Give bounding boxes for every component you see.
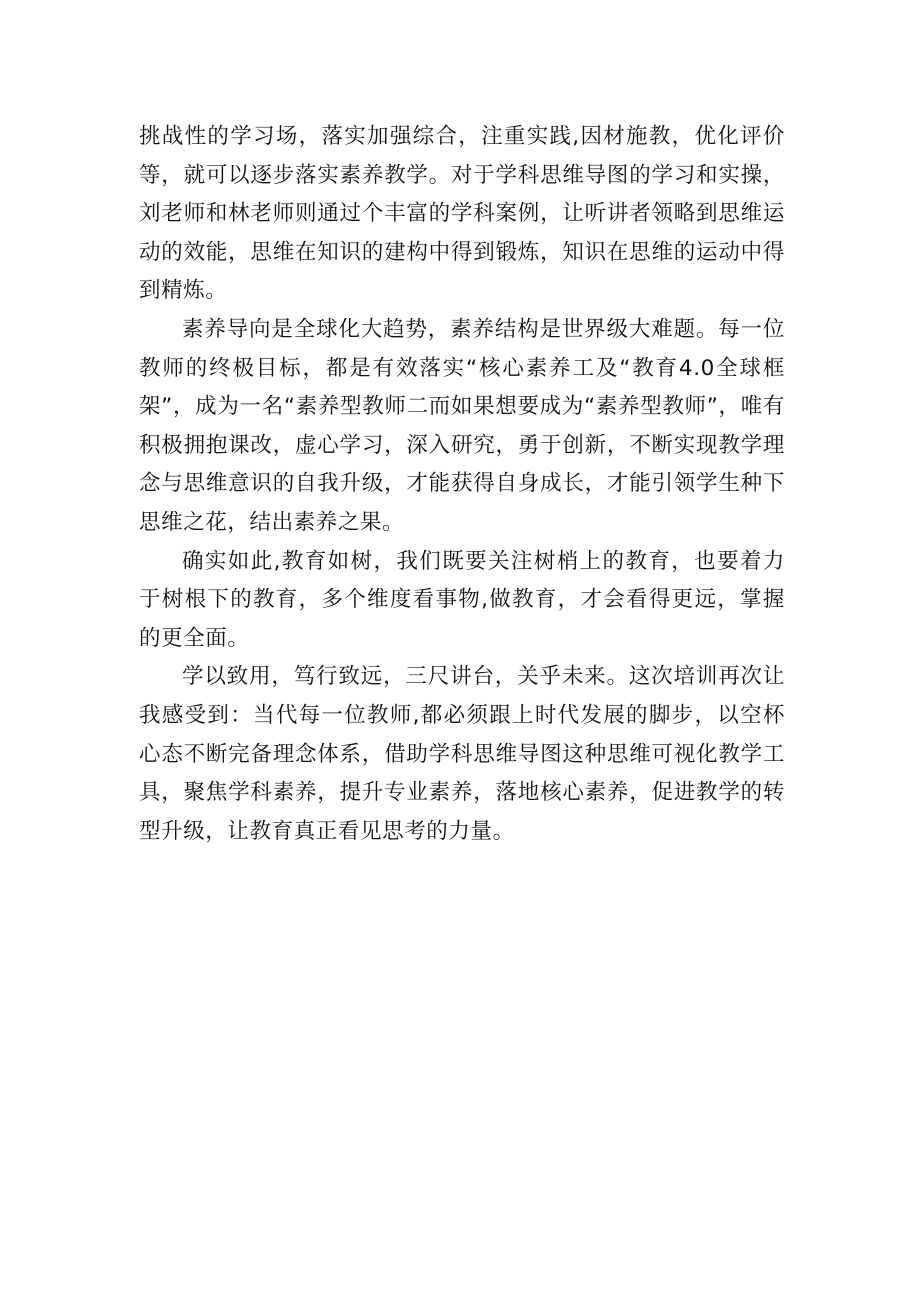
paragraph-2: 素养导向是全球化大趋势，素养结构是世界级大难题。每一位教师的终极目标，都是有效落实“核心素养工及“教育4.0全球框架”，成为一名“素养型教师二而如果想要成为“素养型教师”，唯有积极拥抱课改，虚心学习，深入研究，勇于创新，不断实现教学理念与思维意识的自我升级，才能获得自身成长，才能引领学生种下思维之花，结出素养之果。: [139, 316, 785, 535]
paragraph-1: 挑战性的学习场，落实加强综合，注重实践,因材施教，优化评价等，就可以逐步落实素养教学。对于学科思维导图的学习和实操，刘老师和林老师则通过个丰富的学科案例，让听讲者领略到思维运动的效能，思维在知识的建构中得到锻炼，知识在思维的运动中得到精炼。: [139, 124, 785, 304]
paragraph-3: 确实如此,教育如树，我们既要关注树梢上的教育，也要着力于树根下的教育，多个维度看事物,做教育，才会看得更远，掌握的更全面。: [139, 548, 785, 651]
document-page: [139, 118, 785, 851]
paragraph-4: 学以致用，笃行致远，三尺讲台，关乎未来。这次培训再次让我感受到：当代每一位教师,都必须跟上时代发展的脚步，以空杯心态不断完备理念体系，借助学科思维导图这种思维可视化教学工具，聚焦学科素养，提升专业素养，落地核心素养，促进教学的转型升级，让教育真正看见思考的力量。: [139, 664, 785, 844]
